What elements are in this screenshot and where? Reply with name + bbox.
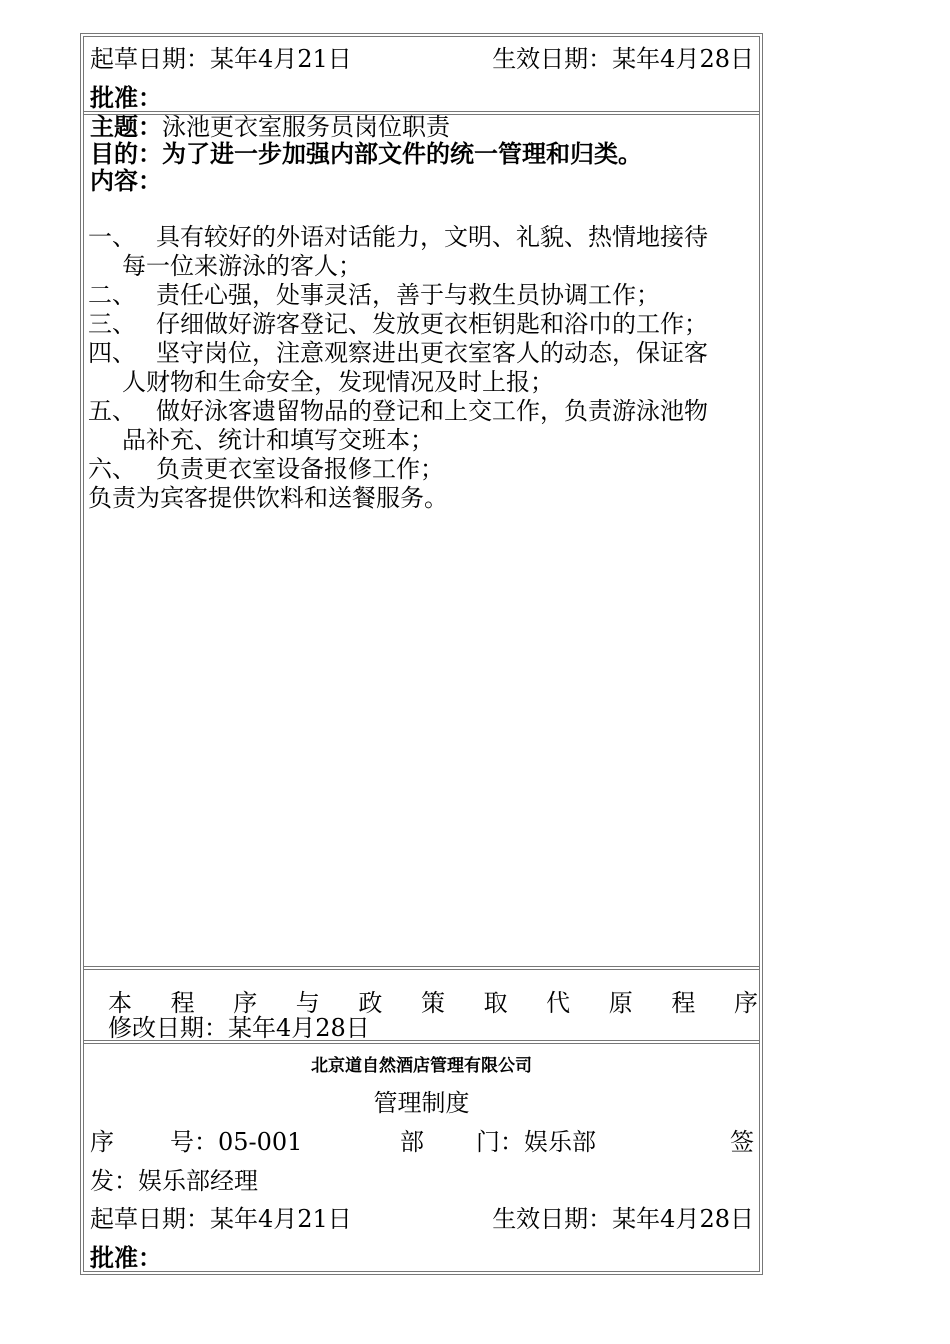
document-frame xyxy=(80,33,763,1275)
serial-label-2: 号：05-001 xyxy=(170,1128,303,1156)
item-line-1: 仔细做好游客登记、发放更衣柜钥匙和浴巾的工作； xyxy=(156,310,708,338)
dept-label-2: 门：娱乐部 xyxy=(476,1128,596,1156)
subject-value: 泳池更衣室服务员岗位职责 xyxy=(162,113,450,141)
replace-char: 代 xyxy=(546,989,571,1017)
item-line-1: 负责更衣室设备报修工作； xyxy=(156,455,444,483)
replace-char: 原 xyxy=(608,989,633,1017)
subject-label: 主题： xyxy=(90,112,162,141)
top-effective-date: 生效日期：某年4月28日 xyxy=(492,45,754,73)
footer-divider xyxy=(84,1040,759,1044)
closing-text: 负责为宾客提供饮料和送餐服务。 xyxy=(88,484,448,512)
item-line-2: 品补充、统计和填写交班本； xyxy=(122,426,434,454)
sign-label: 签 xyxy=(730,1128,754,1156)
replace-char: 程 xyxy=(170,989,195,1017)
closing-line xyxy=(88,484,756,513)
duty-list xyxy=(88,223,756,513)
item-number: 一、 xyxy=(88,223,136,251)
item-line-1: 具有较好的外语对话能力，文明、礼貌、热情地接待 xyxy=(156,223,708,251)
replace-char: 序 xyxy=(233,989,258,1017)
replace-char: 策 xyxy=(420,989,445,1017)
item-line-1: 坚守岗位，注意观察进出更衣室客人的动态，保证客 xyxy=(156,339,708,367)
list-item xyxy=(88,397,756,455)
replace-char: 本 xyxy=(108,989,132,1017)
replace-char: 与 xyxy=(295,989,320,1017)
item-number: 五、 xyxy=(88,397,136,425)
item-number: 二、 xyxy=(88,281,136,309)
list-item xyxy=(88,310,756,339)
replace-divider xyxy=(84,966,759,970)
item-line-2: 人财物和生命安全，发现情况及时上报； xyxy=(122,368,554,396)
item-number: 三、 xyxy=(88,310,136,338)
modify-date: 修改日期：某年4月28日 xyxy=(108,1014,370,1042)
item-line-1: 责任心强，处事灵活，善于与救生员协调工作； xyxy=(156,281,660,309)
list-item xyxy=(88,223,756,281)
footer-approval: 批准： xyxy=(90,1243,162,1272)
replace-char: 程 xyxy=(671,989,696,1017)
top-approval: 批准： xyxy=(90,83,162,112)
footer-date-row xyxy=(90,1205,754,1233)
item-number: 六、 xyxy=(88,455,136,483)
list-item xyxy=(88,281,756,310)
document-inner-border xyxy=(83,36,760,1272)
top-draft-date: 起草日期：某年4月21日 xyxy=(90,45,352,73)
item-line-2: 每一位来游泳的客人； xyxy=(122,252,362,280)
replace-char: 序 xyxy=(733,989,758,1017)
sign-rest: 发：娱乐部经理 xyxy=(90,1167,258,1195)
company-name: 北京道自然酒店管理有限公司 xyxy=(311,1056,532,1076)
doc-title: 管理制度 xyxy=(373,1089,470,1117)
purpose-line: 目的：为了进一步加强内部文件的统一管理和归类。 xyxy=(90,139,642,168)
dept-label-1: 部 xyxy=(400,1128,424,1156)
item-line-1: 做好泳客遗留物品的登记和上交工作，负责游泳池物 xyxy=(156,397,708,425)
serial-label-1: 序 xyxy=(90,1128,114,1156)
top-date-row xyxy=(90,45,754,73)
replace-char: 取 xyxy=(483,989,508,1017)
subject-line xyxy=(90,113,450,141)
content-label: 内容： xyxy=(90,166,162,195)
list-item xyxy=(88,339,756,397)
replace-char: 政 xyxy=(358,989,383,1017)
footer-draft-date: 起草日期：某年4月21日 xyxy=(90,1205,352,1233)
replace-statement xyxy=(108,989,758,1017)
item-number: 四、 xyxy=(88,339,136,367)
footer-effective-date: 生效日期：某年4月28日 xyxy=(492,1205,754,1233)
list-item xyxy=(88,455,756,484)
